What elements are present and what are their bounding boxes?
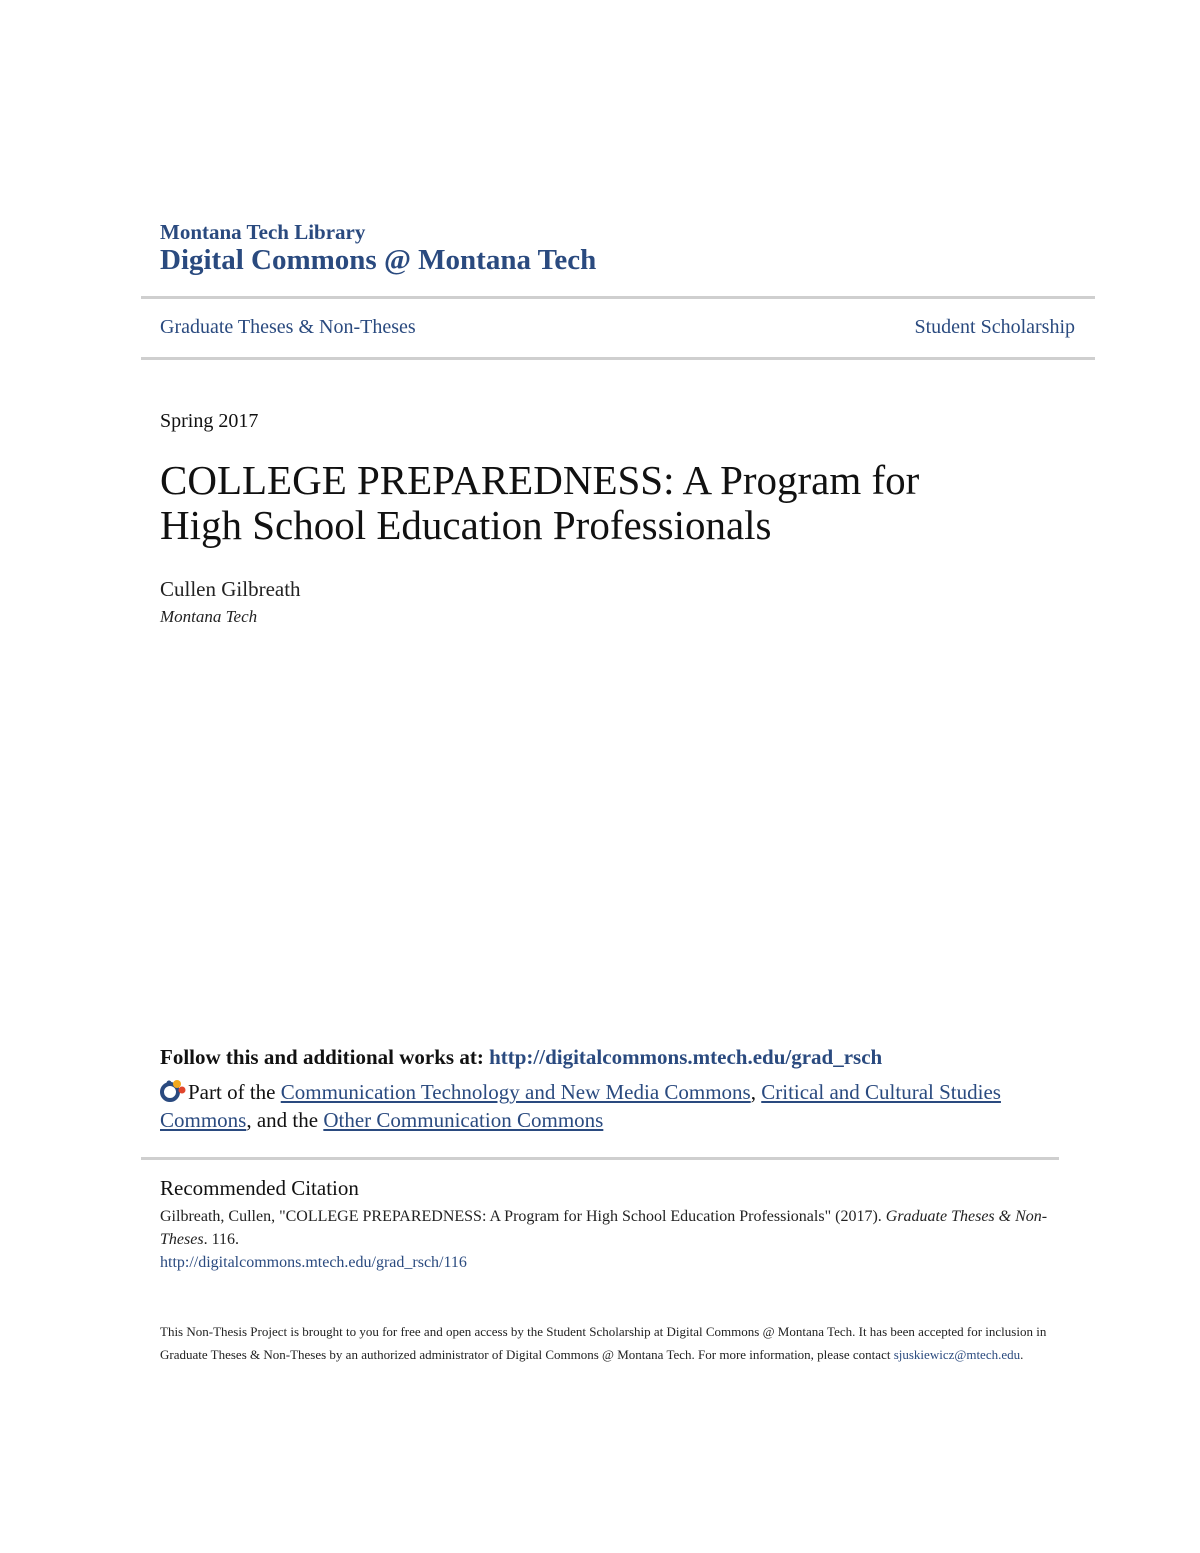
- document-title: [160, 458, 1060, 548]
- citation-number: . 116.: [203, 1231, 239, 1248]
- author-name: Cullen Gilbreath: [160, 577, 301, 601]
- repository-name[interactable]: Digital Commons @ Montana Tech: [160, 244, 597, 276]
- publication-date: Spring 2017: [160, 410, 259, 432]
- citation-divider: [141, 1157, 1059, 1160]
- citation-heading: Recommended Citation: [160, 1176, 359, 1200]
- part-of-prefix: Part of the: [188, 1080, 276, 1104]
- title-line-1: COLLEGE PREPAREDNESS: A Program for: [160, 457, 920, 503]
- header-divider-top: [141, 296, 1095, 299]
- header-divider-bottom: [141, 357, 1095, 360]
- citation-url-link[interactable]: http://digitalcommons.mtech.edu/grad_rsch/116: [160, 1254, 467, 1271]
- follow-line: [160, 1045, 882, 1070]
- citation-series: Graduate Theses & Non-Theses: [160, 1208, 1048, 1248]
- access-statement: This Non-Thesis Project is brought to you for free and open access by the Student Scholarship at Digital Commons @ Montana Tech. It has been accepted for inclusion in Graduate Theses & Non-Theses by an authorized administrator of Digital Commons @ Montana Tech. For more information, please contact sjuskiewicz@mtech.edu.: [160, 1324, 1047, 1362]
- library-name: Montana Tech Library: [160, 220, 366, 244]
- contact-email-link[interactable]: sjuskiewicz@mtech.edu: [893, 1347, 1021, 1362]
- citation-text: Gilbreath, Cullen, "COLLEGE PREPAREDNESS: A Program for High School Education Professionals" (2017).: [160, 1208, 882, 1225]
- title-line-2: High School Education Professionals: [160, 502, 772, 548]
- communication-technology-commons-link[interactable]: Communication Technology and New Media Commons: [280, 1080, 751, 1104]
- access-text: This Non-Thesis Project is brought to you for free and open access by the Student Scholarship at Digital Commons @ Montana Tech. It has been accepted for inclusion in Graduate Theses & Non-Theses by an authorized administrator of Digital Commons @ Montana Tech. For more information, please contact: [160, 1324, 1047, 1362]
- other-communication-commons-link[interactable]: Other Communication Commons: [323, 1108, 604, 1132]
- recommended-citation: [160, 1205, 1060, 1274]
- critical-cultural-studies-commons-link[interactable]: Critical and Cultural Studies Commons: [160, 1080, 1001, 1132]
- breadcrumb-collection[interactable]: Graduate Theses & Non-Theses: [160, 316, 416, 338]
- network-icon: [160, 1079, 186, 1103]
- collection-url-link[interactable]: http://digitalcommons.mtech.edu/grad_rsch: [489, 1045, 883, 1069]
- part-of-commons: Part of the Communication Technology and New Media Commons, Critical and Cultural Studies Commons, and the Other Communication Commons: [160, 1080, 1001, 1132]
- author-affiliation: Montana Tech: [160, 607, 258, 626]
- follow-label: Follow this and additional works at:: [160, 1045, 484, 1069]
- breadcrumb-community[interactable]: Student Scholarship: [914, 316, 1075, 338]
